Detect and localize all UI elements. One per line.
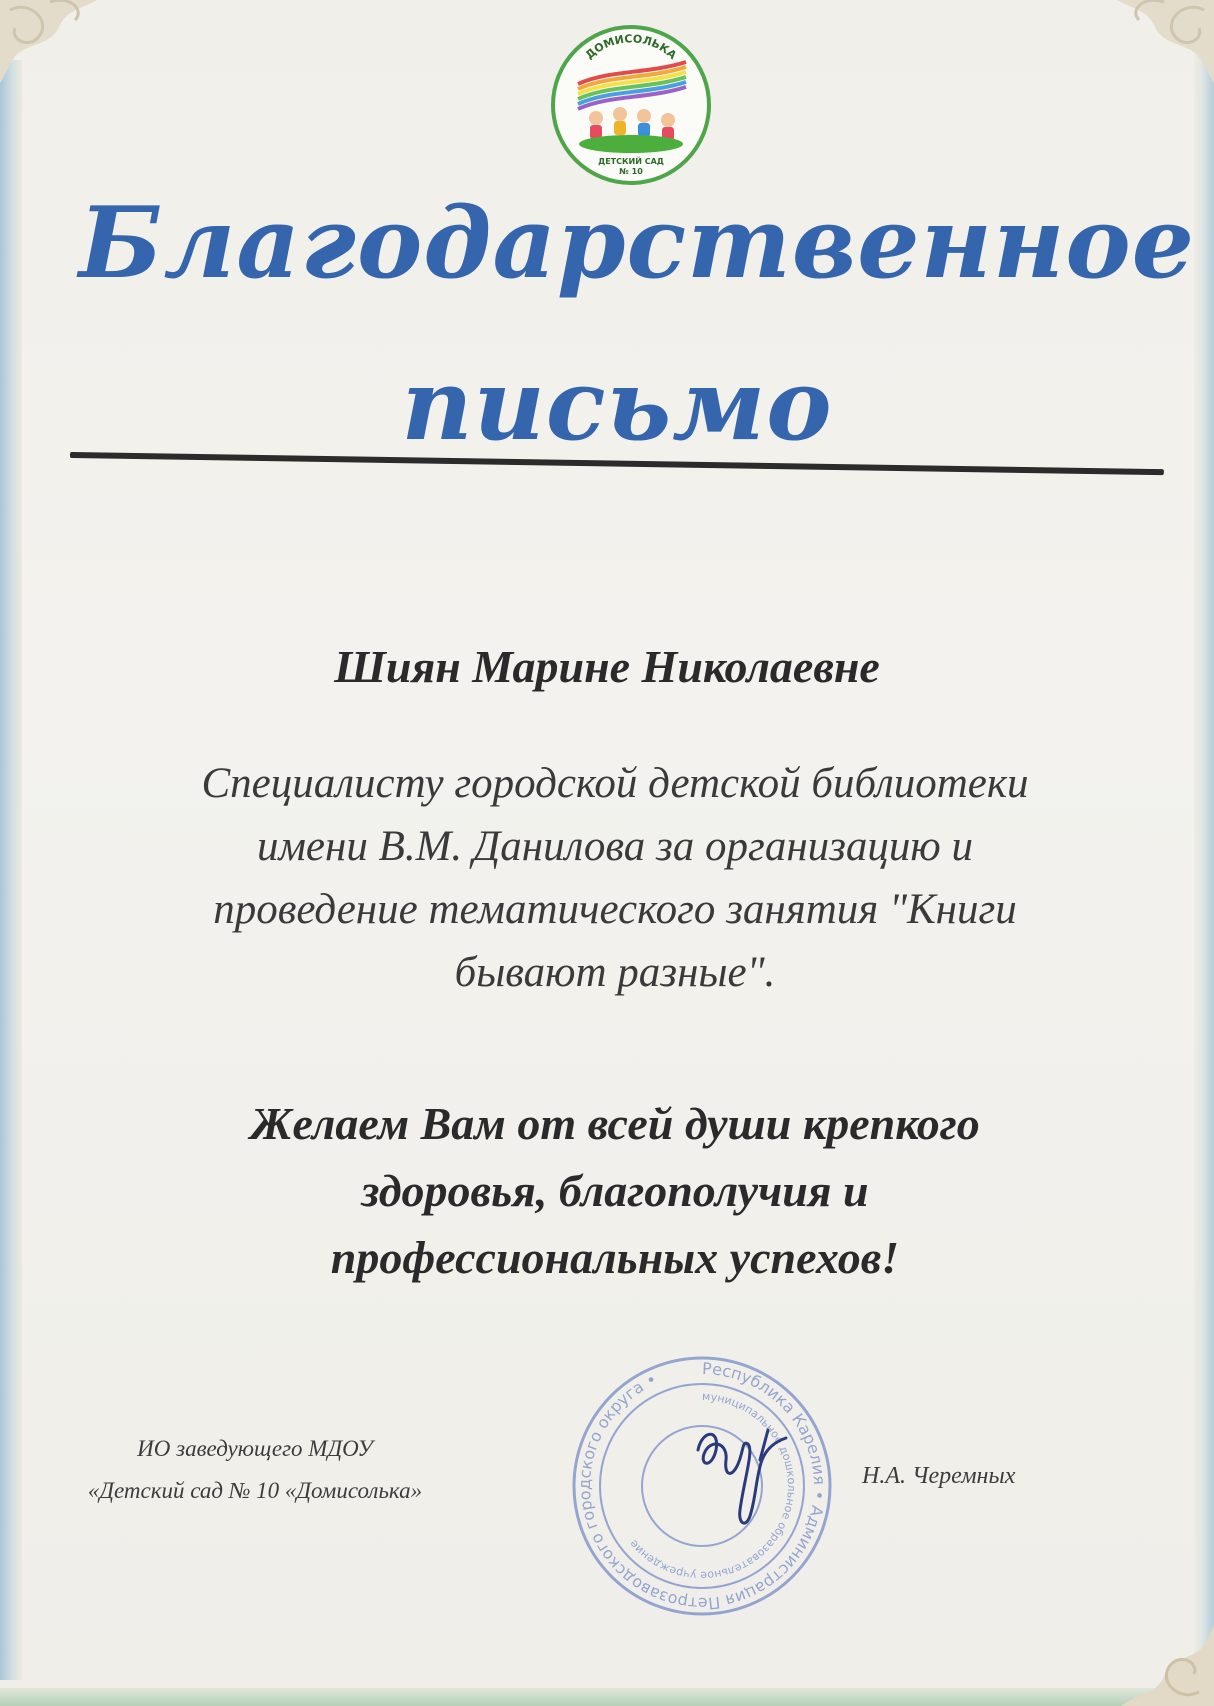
body-line: проведение тематического занятия "Книги	[213, 886, 1017, 933]
logo-bottom-text: ДЕТСКИЙ САД	[598, 157, 664, 166]
title-line-1: Благодарственное	[78, 186, 1196, 301]
wishes-line: Желаем Вам от всей души крепкого	[250, 1098, 980, 1149]
corner-ornament-top-right	[1084, 0, 1214, 100]
signatory-name: Н.А. Черемных	[862, 1463, 1016, 1489]
logo-number-text: № 10	[619, 167, 643, 176]
stamp-inner-text: муниципальное дошкольное образовательное учреждение	[626, 1389, 799, 1583]
signatory-position	[20, 1428, 490, 1512]
body-line: бывают разные".	[454, 949, 776, 996]
corner-ornament-bottom-right	[1084, 1602, 1214, 1706]
body-line: имени В.М. Данилова за организацию и	[256, 823, 973, 870]
title-line-2: письмо	[401, 348, 833, 463]
body-paragraph	[110, 752, 1120, 1004]
left-border-band	[0, 60, 22, 1680]
handwritten-signature	[690, 1420, 800, 1540]
signatory-position-line-1: ИО заведующего МДОУ	[137, 1436, 373, 1461]
recipient-name: Шиян Марине Николаевне	[334, 641, 880, 692]
kindergarten-logo	[548, 22, 714, 188]
logo-top-text: ДОМИСОЛЬКА	[583, 32, 679, 62]
wishes-line: профессиональных успехов!	[330, 1232, 900, 1283]
bottom-border-band	[0, 1688, 1214, 1706]
body-line: Специалисту городской детской библиотеки	[201, 760, 1029, 807]
wishes-line: здоровья, благополучия и	[361, 1165, 869, 1216]
corner-ornament-top-left	[0, 0, 130, 100]
signatory-position-line-2: «Детский сад № 10 «Домисолька»	[87, 1478, 423, 1503]
stamp-outer-text: Республика Карелия • Администрация Петрозаводского городского округа •	[574, 1358, 830, 1614]
wishes-paragraph	[120, 1090, 1110, 1291]
